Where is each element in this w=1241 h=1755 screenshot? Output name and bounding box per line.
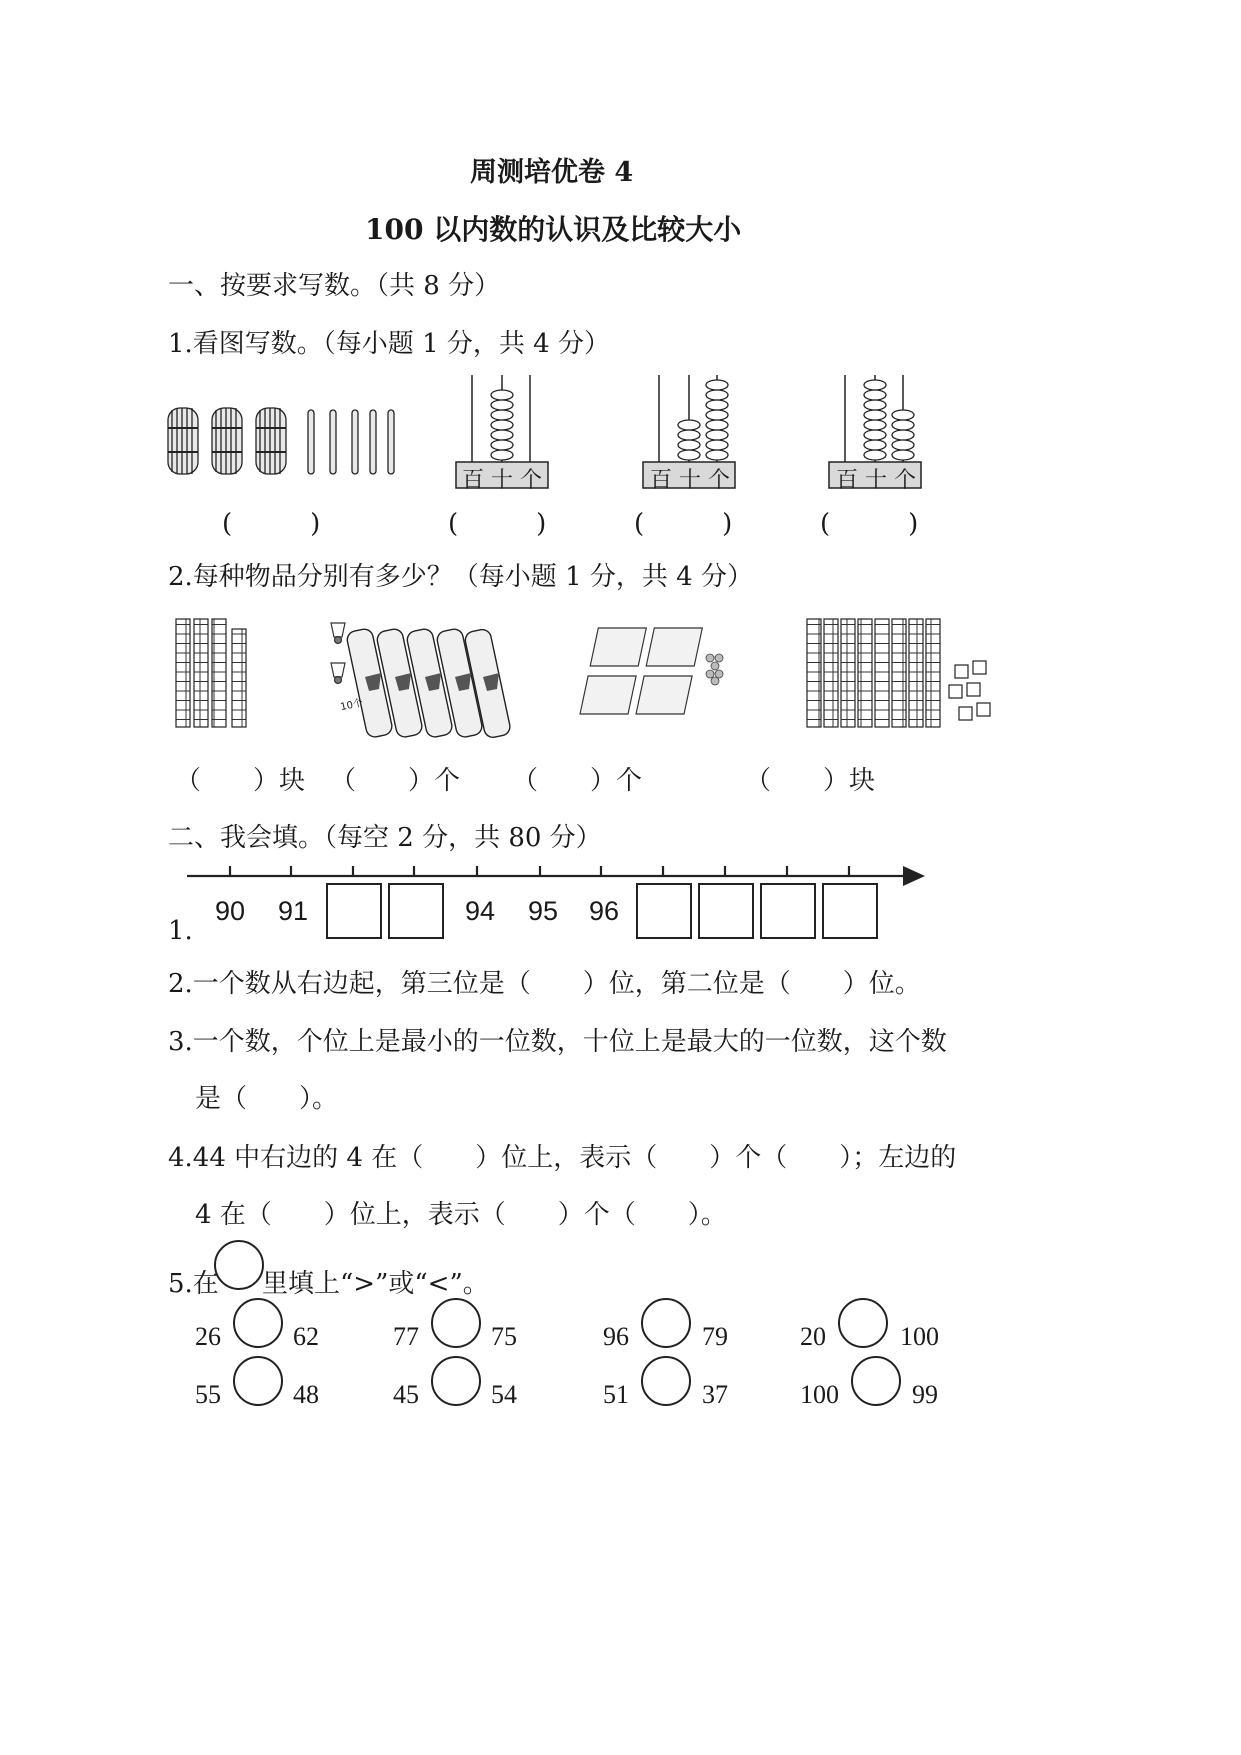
shuttlecock-icon (331, 623, 345, 644)
single-stick-icon (352, 410, 358, 474)
q1-prompt: 1.看图写数。（每小题 1 分，共 4 分） (168, 329, 610, 359)
stick-bundles-illustration (160, 400, 400, 480)
compare-left: 96 (603, 1322, 629, 1351)
single-stick-icon (370, 410, 376, 474)
shuttle-tube-label: 10个 (339, 697, 365, 714)
section2-heading: 二、我会填。（每空 2 分，共 80 分） (168, 823, 602, 853)
numberline-answer-box[interactable] (388, 883, 444, 939)
numberline-value: 90 (215, 896, 246, 926)
compare-circle[interactable] (431, 1356, 481, 1406)
numberline-answer-box[interactable] (760, 883, 816, 939)
single-stick-icon (330, 410, 336, 474)
numberline-label: 1. (168, 916, 193, 946)
numberline-answer-box[interactable] (636, 883, 692, 939)
q2-prompt: 2.每种物品分别有多少？（每小题 1 分，共 4 分） (168, 562, 753, 592)
s2-q2-text: 2.一个数从右边起，第三位是（ ）位，第二位是（ ）位。 (168, 969, 921, 999)
compare-circle[interactable] (641, 1298, 691, 1348)
arrow-right-icon (903, 866, 925, 886)
compare-left: 26 (195, 1322, 221, 1351)
q2-blank-3[interactable]: （ ）个 (512, 766, 643, 796)
q2-blank-2[interactable]: （ ）个 (330, 766, 461, 796)
compare-left: 45 (393, 1380, 419, 1409)
q1-blank-3[interactable]: ( ) (634, 509, 733, 539)
single-stick-icon (388, 410, 394, 474)
q2-blank-4[interactable]: （ ）块 (745, 766, 876, 796)
compare-right: 79 (702, 1322, 728, 1351)
shuttlecock-icon (331, 663, 345, 684)
compare-circle[interactable] (233, 1298, 283, 1348)
numberline-value: 91 (278, 896, 309, 926)
numberline-value: 96 (589, 896, 620, 926)
compare-right: 37 (702, 1380, 728, 1409)
q5-example-circle (214, 1240, 264, 1290)
s2-q4-line1: 4.44 中右边的 4 在（ ）位上，表示（ ）个（ ）；左边的 (168, 1143, 957, 1173)
compare-circle[interactable] (838, 1298, 888, 1348)
numberline-value: 94 (465, 896, 496, 926)
compare-circle[interactable] (233, 1356, 283, 1406)
compare-left: 20 (800, 1322, 826, 1351)
s2-q5-suffix: 里填上“>”或“<”。 (262, 1269, 489, 1299)
s2-q5-prefix: 5.在 (168, 1269, 219, 1299)
single-stick-icon (308, 410, 314, 474)
abacus-1-label: 百 十 个 (462, 468, 542, 493)
q1-blank-2[interactable]: ( ) (448, 509, 547, 539)
number-line (185, 862, 930, 892)
compare-left: 55 (195, 1380, 221, 1409)
abacus-2-label: 百 十 个 (650, 468, 730, 493)
compare-right: 62 (293, 1322, 319, 1351)
cube-rods-and-cubes-illustration (805, 615, 1000, 731)
compare-left: 100 (800, 1380, 839, 1409)
egg-trays-illustration (580, 620, 730, 725)
compare-right: 99 (912, 1380, 938, 1409)
shuttlecock-tubes-illustration (325, 615, 510, 743)
abacus-3-label: 百 十 个 (836, 468, 916, 493)
s2-q4-line2: 4 在（ ）位上，表示（ ）个（ ）。 (195, 1200, 727, 1230)
compare-left: 51 (603, 1380, 629, 1409)
numberline-answer-box[interactable] (698, 883, 754, 939)
stick-bundle-icon (256, 408, 286, 474)
s2-q3-line2: 是（ ）。 (195, 1084, 339, 1114)
stick-bundle-icon (168, 408, 198, 474)
compare-right: 75 (491, 1322, 517, 1351)
compare-right: 100 (900, 1322, 939, 1351)
q1-blank-4[interactable]: ( ) (820, 509, 919, 539)
compare-circle[interactable] (851, 1356, 901, 1406)
numberline-value: 95 (528, 896, 559, 926)
numberline-answer-box[interactable] (326, 883, 382, 939)
page-title: 周测培优卷 4 (470, 157, 634, 188)
section1-heading: 一、按要求写数。（共 8 分） (168, 271, 501, 301)
page-subtitle: 100 以内数的认识及比较大小 (365, 213, 742, 246)
cube-rods-illustration (172, 615, 252, 731)
numberline-answer-box[interactable] (822, 883, 878, 939)
compare-right: 48 (293, 1380, 319, 1409)
compare-circle[interactable] (641, 1356, 691, 1406)
s2-q3-line1: 3.一个数，个位上是最小的一位数，十位上是最大的一位数，这个数 (168, 1027, 947, 1057)
compare-right: 54 (491, 1380, 517, 1409)
compare-circle[interactable] (431, 1298, 481, 1348)
q1-blank-1[interactable]: ( ) (222, 509, 321, 539)
q2-blank-1[interactable]: （ ）块 (175, 766, 306, 796)
stick-bundle-icon (212, 408, 242, 474)
compare-left: 77 (393, 1322, 419, 1351)
